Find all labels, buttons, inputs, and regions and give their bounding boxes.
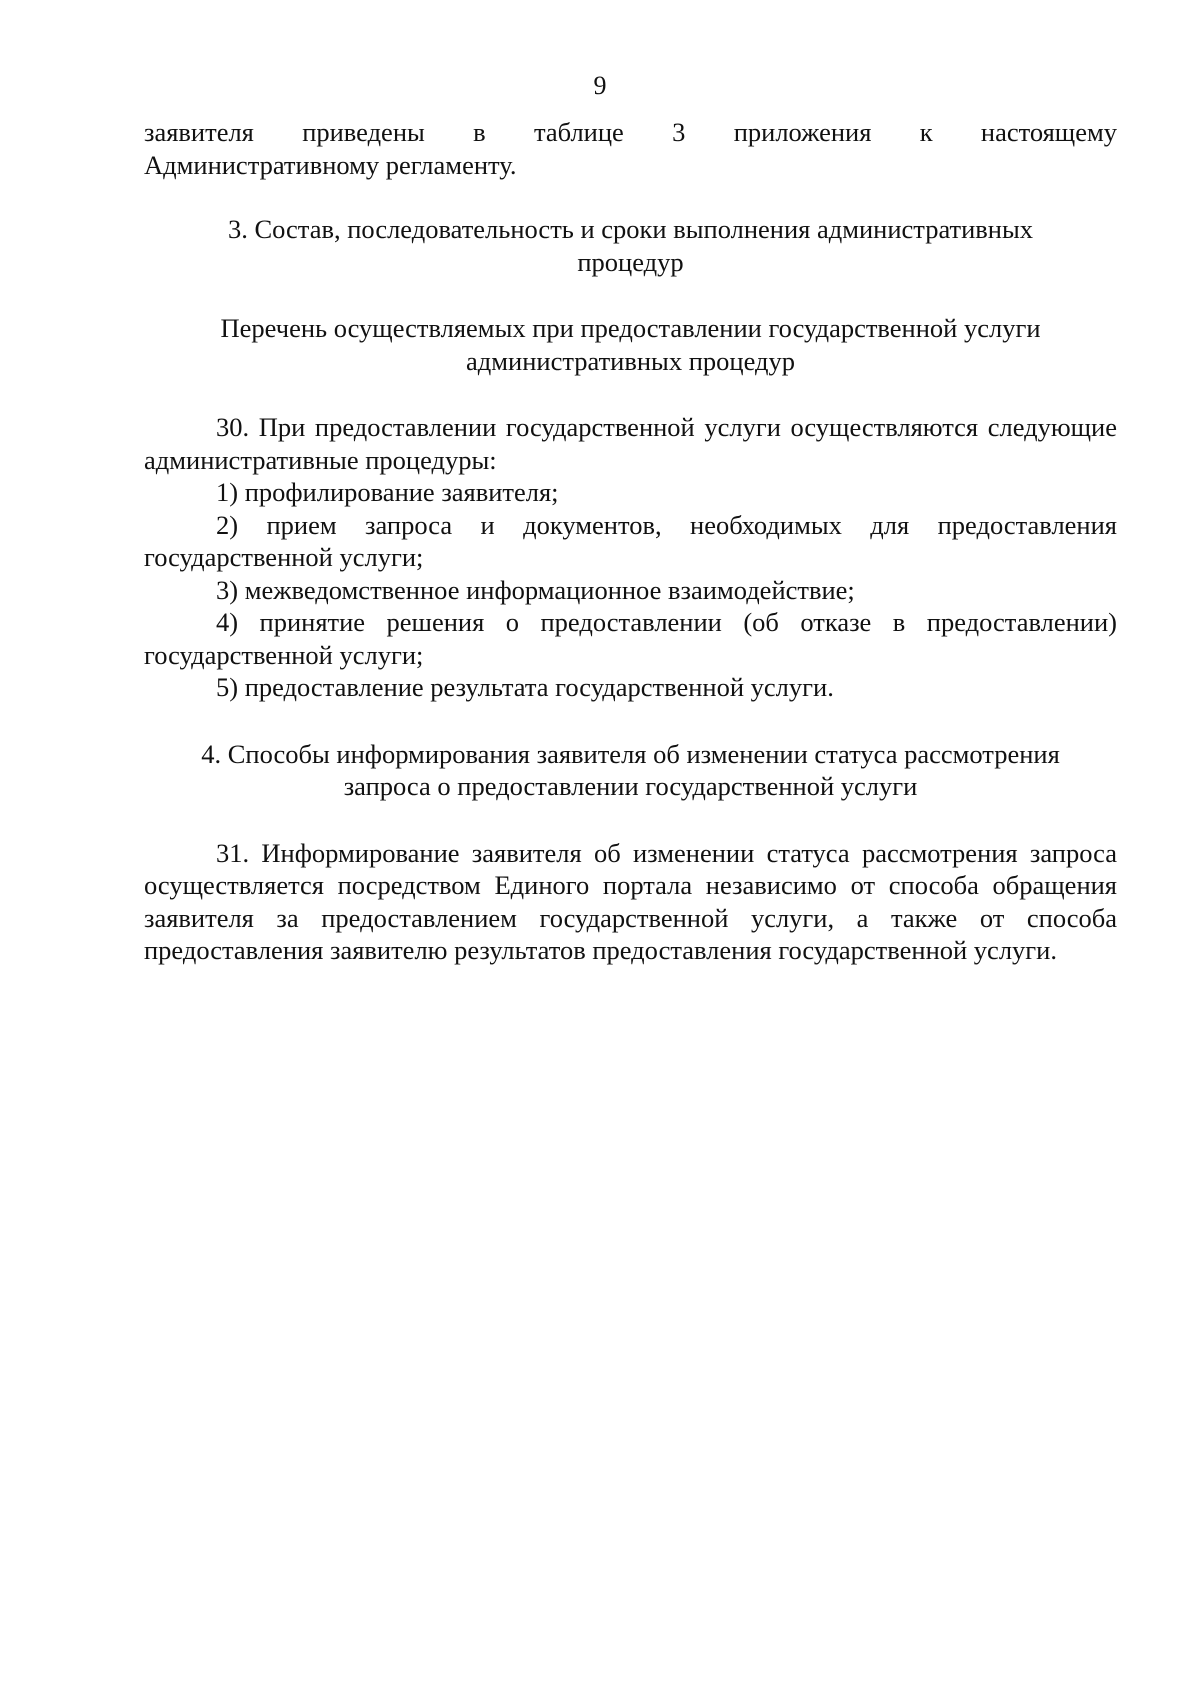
clause-30-item-4: 4) принятие решения о предоставлении (об отказе в предоставлении) государственной услуги; xyxy=(144,607,1117,670)
subsection-heading xyxy=(144,312,1117,377)
clause-31 xyxy=(144,837,1117,967)
clause-30-item-2: 2) прием запроса и документов, необходимых для предоставления государственной услуги; xyxy=(144,509,1117,572)
subsection-title-line-1: Перечень осуществляемых при предоставлении государственной услуги xyxy=(220,313,1041,343)
page-content xyxy=(144,116,1117,967)
section-3-title-line-1: 3. Состав, последовательность и сроки выполнения административных xyxy=(227,214,1034,244)
clause-30-lead: 30. При предоставлении государственной услуги осуществляются следующие административные процедуры: xyxy=(144,412,1117,475)
section-3-heading xyxy=(144,213,1117,278)
clause-30-item-3: 3) межведомственное информационное взаимодействие; xyxy=(216,574,855,605)
clause-30-item-1: 1) профилирование заявителя; xyxy=(216,477,559,507)
section-4-heading xyxy=(144,738,1117,803)
section-4-title-line-2: запроса о предоставлении государственной услуги xyxy=(343,771,918,801)
clause-30 xyxy=(144,411,1117,704)
clause-31-text: 31. Информирование заявителя об изменении статуса рассмотрения запроса осуществляется посредством Единого портала независимо от способа обращения заявителя за предоставлением государственной услуги, а также от способа предоставления заявителю результатов предоставления государственной услуги. xyxy=(144,837,1117,965)
section-4-title-line-1: 4. Способы информирования заявителя об изменении статуса рассмотрения xyxy=(201,738,1060,769)
section-3-title-line-2: процедур xyxy=(577,246,684,277)
intro-line-2: Административному регламенту. xyxy=(144,149,517,180)
clause-30-item-5: 5) предоставление результата государственной услуги. xyxy=(216,672,834,702)
intro-line-1: заявителя приведены в таблице 3 приложения к настоящему xyxy=(144,117,1117,147)
page-number: 9 xyxy=(593,71,607,100)
subsection-title-line-2: административных процедур xyxy=(466,345,795,376)
